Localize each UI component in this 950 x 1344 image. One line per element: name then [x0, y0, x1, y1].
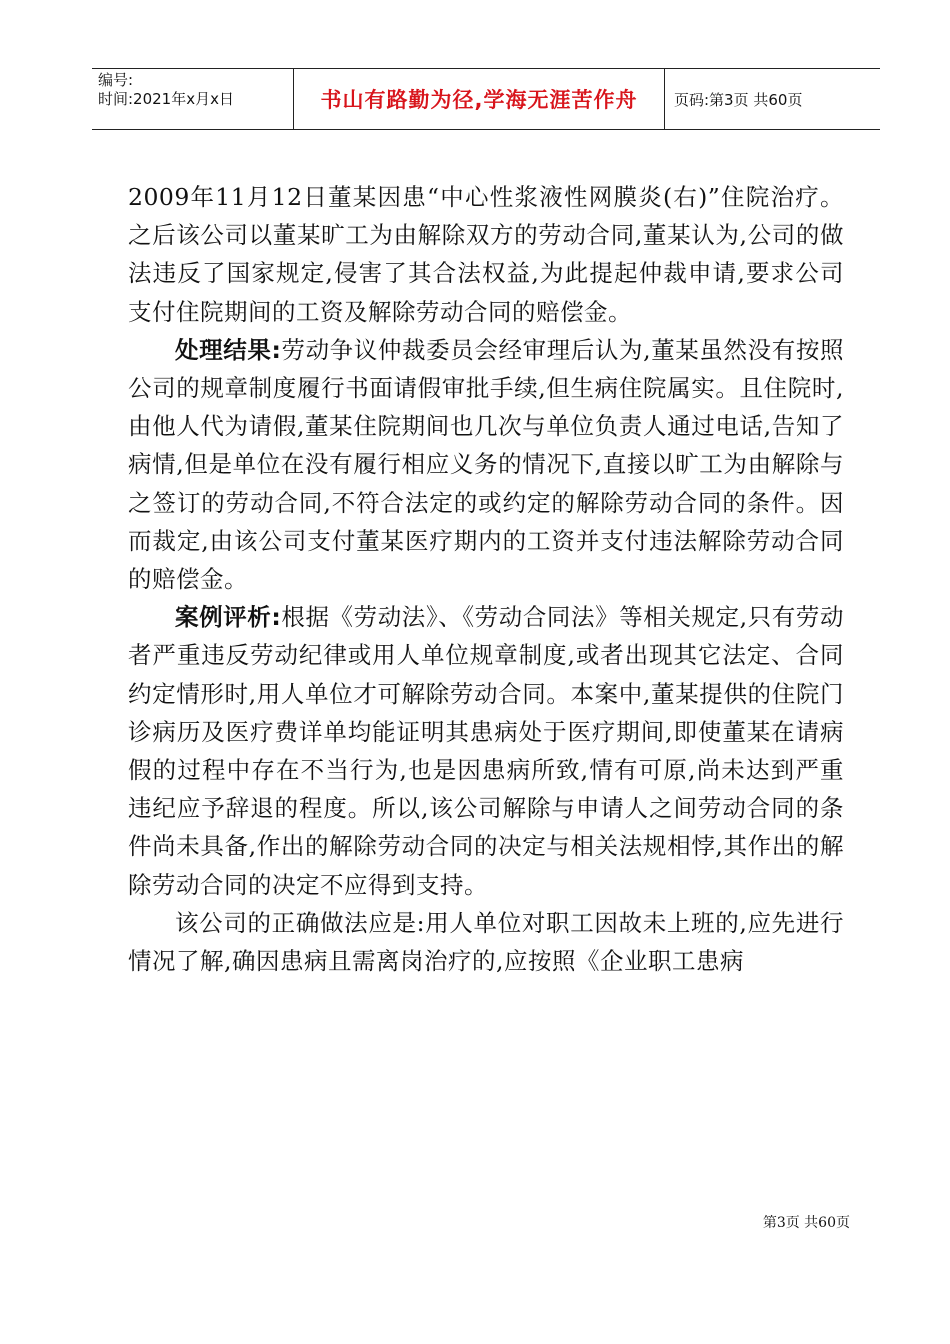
result-text: 劳动争议仲裁委员会经审理后认为,董某虽然没有按照公司的规章制度履行书面请假审批手续,但生病住院属实。且住院时,由他人代为请假,董某住院期间也几次与单位负责人通过电话,告知了病情,但是单位在没有履行相应义务的情况下,直接以旷工为由解除与之签订的劳动合同,不符合法定的或约定的解除劳动合同的条件。因而裁定,由该公司支付董某医疗期内的工资并支付违法解除劳动合同的赔偿金。 [128, 335, 844, 594]
paragraph-correct-practice: 该公司的正确做法应是:用人单位对职工因故未上班的,应先进行情况了解,确因患病且需离岗治疗的,应按照《企业职工患病 [128, 908, 844, 976]
header-page-info: 页码:第3页 共60页 [674, 90, 803, 109]
page-footer: 第3页 共60页 [762, 1215, 850, 1231]
analysis-text: 根据《劳动法》、《劳动合同法》等相关规定,只有劳动者严重违反劳动纪律或用人单位规章制度,或者出现其它法定、合同约定情形时,用人单位才可解除劳动合同。本案中,董某提供的住院门诊病历及医疗费详单均能证明其患病处于医疗期间,即使董某在请病假的过程中存在不当行为,也是因患病所致,情有可原,尚未达到严重违纪应予辞退的程度。所以,该公司解除与申请人之间劳动合同的条件尚未具备,作出的解除劳动合同的决定与相关法规相悖,其作出的解除劳动合同的决定不应得到支持。 [128, 603, 844, 899]
header-divider [664, 69, 665, 129]
paragraph-result [128, 331, 844, 598]
page-header [92, 68, 880, 130]
header-meta [98, 71, 294, 109]
number-label: 编号: [98, 71, 134, 89]
result-label: 处理结果: [175, 335, 282, 364]
time-label: 时间:2021年x月x日 [98, 90, 234, 108]
paragraph-case-facts: 2009年11月12日董某因患“中心性浆液性网膜炎(右)”住院治疗。之后该公司以董某旷工为由解除双方的劳动合同,董某认为,公司的做法违反了国家规定,侵害了其合法权益,为此提起仲裁申请,要求公司支付住院期间的工资及解除劳动合同的赔偿金。 [128, 183, 844, 326]
document-body [128, 178, 844, 980]
header-motto: 书山有路勤为径,学海无涯苦作舟 [320, 88, 638, 112]
analysis-label: 案例评析: [175, 603, 282, 632]
paragraph-analysis [128, 598, 844, 904]
